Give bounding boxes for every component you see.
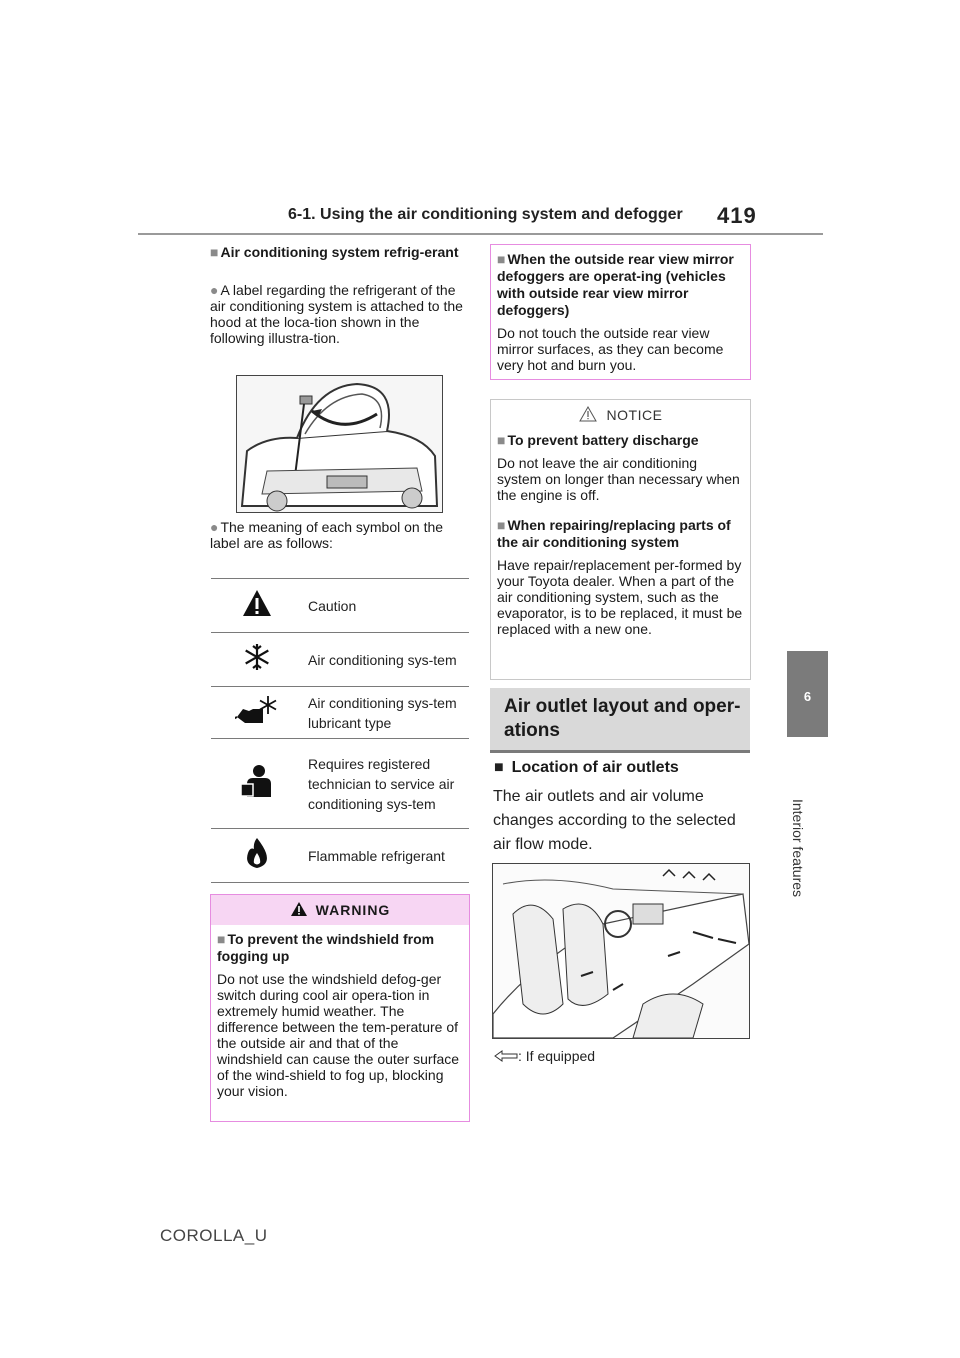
warning-box: [210, 894, 470, 1122]
notice-triangle-icon: [579, 406, 597, 422]
table-row: [211, 687, 469, 739]
page-number: 419: [717, 203, 757, 228]
location-text: The air outlets and air volume changes according to the selected air flow mode.: [493, 788, 736, 853]
symbol-label: Flammable refrigerant: [302, 829, 469, 883]
circle-bullet-icon: ●: [210, 282, 219, 298]
oil-can-snowflake-icon: [211, 687, 302, 739]
table-row: [211, 739, 469, 829]
technician-book-icon: [211, 739, 302, 829]
chapter-number: 6: [803, 689, 812, 704]
footer-model: COROLLA_U: [160, 1226, 268, 1245]
refrigerant-heading: ■ Air conditioning system refrig-erant: [210, 244, 459, 260]
section-title: Air outlet layout and oper-ations: [504, 696, 741, 741]
chapter-tab: [787, 651, 828, 737]
flame-icon: [211, 829, 302, 883]
table-row: [211, 579, 469, 633]
table-row: [211, 829, 469, 883]
notice-subheading-repair: ■ When repairing/replacing parts of the air conditioning system: [497, 517, 731, 550]
symbol-label: Requires registered technician to service air conditioning sys-tem: [302, 739, 469, 829]
warning-subheading: ■ To prevent the windshield from fogging up: [217, 931, 435, 964]
square-bullet-icon: ■: [497, 432, 506, 448]
equipped-note: : If equipped: [494, 1048, 595, 1064]
location-heading: ■ Location of air outlets: [494, 759, 679, 776]
mirror-defogger-text: Do not touch the outside rear view mirror surfaces, as they can become very hot and burn you.: [497, 325, 724, 373]
section-header-title: 6-1. Using the air conditioning system and defogger: [288, 206, 683, 223]
section-title-bar: [490, 688, 750, 753]
notice-text-battery: Do not leave the air conditioning system on longer than necessary when the engine is off.: [497, 455, 740, 503]
circle-bullet-icon: ●: [210, 519, 219, 535]
refrigerant-bullet-1: ● A label regarding the refrigerant of the air conditioning system is attached to the hood at the loca-tion shown in the following illustra-tion.: [210, 282, 463, 346]
optional-outlet-arrow-icon: [494, 1050, 518, 1062]
notice-text-repair: Have repair/replacement per-formed by your Toyota dealer. When a part of the air conditioning system, such as the evaporator, is to be replaced, it must be replaced with a new one.: [497, 557, 743, 637]
refrigerant-bullet-2: ● The meaning of each symbol on the label are as follows:: [210, 519, 444, 551]
notice-box: [490, 399, 751, 680]
notice-header: NOTICE: [491, 400, 750, 430]
warning-triangle-icon: [290, 901, 308, 917]
square-bullet-icon: ■: [497, 251, 506, 267]
chapter-label: Interior features: [790, 798, 806, 898]
symbol-label: Air conditioning sys-tem lubricant type: [302, 687, 469, 739]
warning-header: WARNING: [211, 895, 469, 925]
warning-text: Do not use the windshield defog-ger switch during cool air opera-tion in extremely humid weather. The difference between the tem-perature of the outside air and that of the windshield can cause the outer surface of the wind-shield to fog up, blocking your vision.: [217, 971, 460, 1099]
air-outlet-illustration: [492, 863, 750, 1039]
mirror-defogger-box: [490, 244, 751, 380]
symbol-table: [211, 578, 469, 883]
square-bullet-icon: ■: [210, 244, 219, 260]
snowflake-icon: [211, 633, 302, 687]
symbol-label: Caution: [302, 579, 469, 633]
caution-triangle-icon: [211, 579, 302, 633]
table-row: [211, 633, 469, 687]
square-bullet-icon: ■: [494, 759, 504, 776]
hood-label-illustration: [236, 375, 443, 513]
mirror-defogger-heading: ■ When the outside rear view mirror defoggers are operat-ing (vehicles with outside rear view mirror defoggers): [497, 251, 734, 318]
notice-subheading-battery: ■ To prevent battery discharge: [497, 432, 699, 448]
square-bullet-icon: ■: [217, 931, 226, 947]
square-bullet-icon: ■: [497, 517, 506, 533]
symbol-label: Air conditioning sys-tem: [302, 633, 469, 687]
header-divider: [138, 233, 823, 235]
